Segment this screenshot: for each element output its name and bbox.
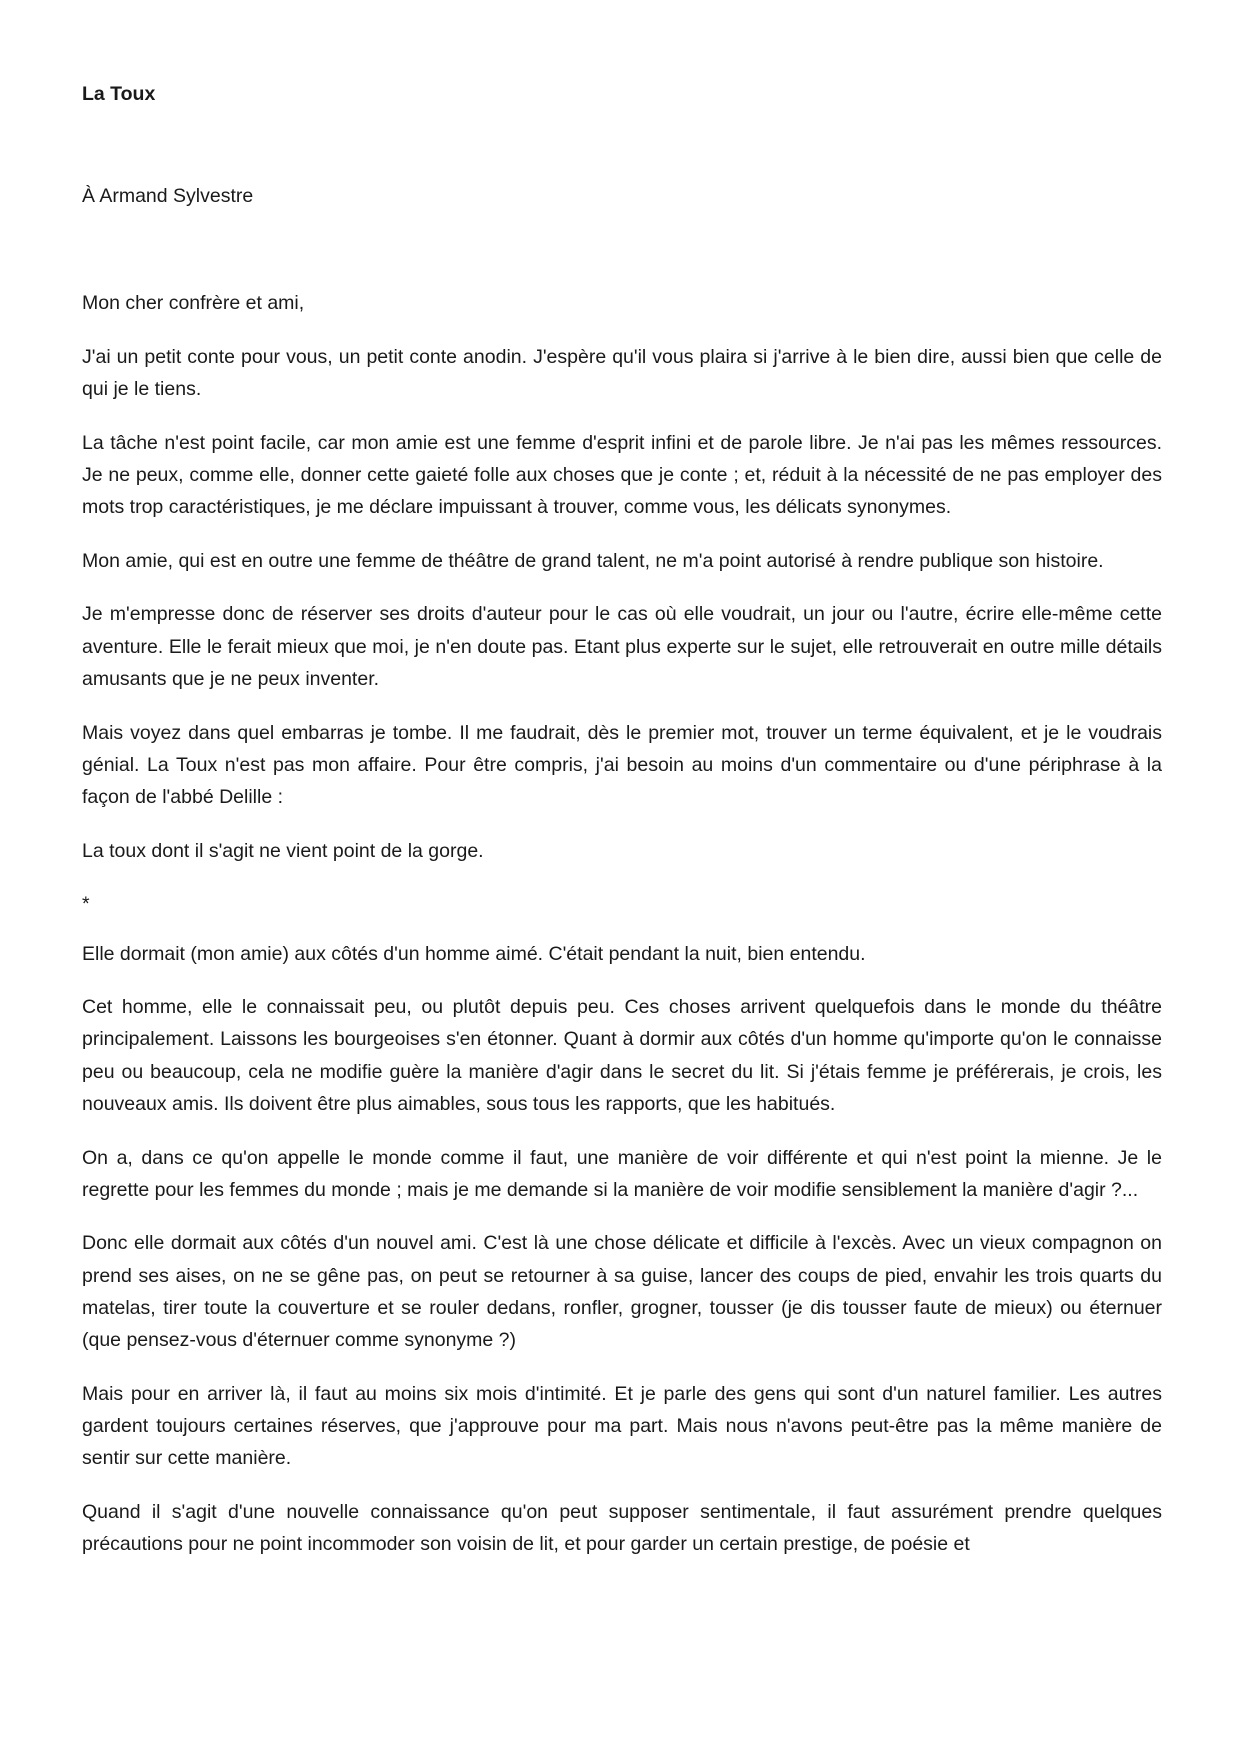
paragraph: Donc elle dormait aux côtés d'un nouvel ami. C'est là une chose délicate et difficile à l'excès. Avec un vieux compagnon on prend ses aises, on ne se gêne pas, on peut se retourner à sa guise, lancer des coups de pied, envahir les trois quarts du matelas, tirer toute la couverture et se rouler dedans, ronfler, grogner, tousser (je dis tousser faute de mieux) ou éternuer (que pensez-vous d'éternuer comme synonyme ?) <box>82 1232 1162 1352</box>
salutation: Mon cher confrère et ami, <box>82 292 305 314</box>
dedication: À Armand Sylvestre <box>82 185 254 207</box>
paragraph: Quand il s'agit d'une nouvelle connaissance qu'on peut supposer sentimentale, il faut assurément prendre quelques précautions pour ne point incommoder son voisin de lit, et pour garder un certain prestige, de poésie et <box>82 1500 1162 1556</box>
paragraph: Mais pour en arriver là, il faut au moins six mois d'intimité. Et je parle des gens qui sont d'un naturel familier. Les autres gardent toujours certaines réserves, que j'approuve pour ma part. Mais nous n'avons peut-être pas la même manière de sentir sur cette manière. <box>82 1382 1162 1470</box>
document-body <box>82 287 1162 1582</box>
paragraph: Je m'empresse donc de réserver ses droits d'auteur pour le cas où elle voudrait, un jour ou l'autre, écrire elle-même cette aventure. Elle le ferait mieux que moi, je n'en doute pas. Etant plus experte sur le sujet, elle retrouverait en outre mille détails amusants que je ne peux inventer. <box>82 603 1162 690</box>
paragraph: J'ai un petit conte pour vous, un petit conte anodin. J'espère qu'il vous plaira si j'arrive à le bien dire, aussi bien que celle de qui je le tiens. <box>82 345 1162 400</box>
paragraph: Mais voyez dans quel embarras je tombe. Il me faudrait, dès le premier mot, trouver un terme équivalent, et je le voudrais génial. La Toux n'est pas mon affaire. Pour être compris, j'ai besoin au moins d'un commentaire ou d'une périphrase à la façon de l'abbé Delille : <box>82 721 1162 808</box>
document-title: La Toux <box>82 83 156 105</box>
paragraph: La tâche n'est point facile, car mon amie est une femme d'esprit infini et de parole libre. Je n'ai pas les mêmes ressources. Je ne peux, comme elle, donner cette gaieté folle aux choses que je conte ; et, réduit à la nécessité de ne pas employer des mots trop caractéristiques, je me déclare impuissant à trouver, comme vous, les délicats synonymes. <box>82 431 1162 519</box>
paragraph: Cet homme, elle le connaissait peu, ou plutôt depuis peu. Ces choses arrivent quelquefois dans le monde du théâtre principalement. Laissons les bourgeoises s'en étonner. Quant à dormir aux côtés d'un homme qu'importe qu'on le connaisse peu ou beaucoup, cela ne modifie guère la manière d'agir dans le secret du lit. Si j'étais femme je préférerais, je crois, les nouveaux amis. Ils doivent être plus aimables, sous tous les rapports, que les habitués. <box>82 996 1162 1115</box>
paragraph: Mon amie, qui est en outre une femme de théâtre de grand talent, ne m'a point autorisé à rendre publique son histoire. <box>82 549 1104 572</box>
document-page <box>82 0 1162 1755</box>
paragraph: On a, dans ce qu'on appelle le monde comme il faut, une manière de voir différente et qui n'est point la mienne. Je le regrette pour les femmes du monde ; mais je me demande si la manière de voir modifie sensiblement la manière d'agir ?... <box>82 1146 1162 1201</box>
section-separator: * <box>82 893 90 916</box>
paragraph: La toux dont il s'agit ne vient point de la gorge. <box>82 839 484 862</box>
paragraph: Elle dormait (mon amie) aux côtés d'un homme aimé. C'était pendant la nuit, bien entendu. <box>82 942 866 965</box>
